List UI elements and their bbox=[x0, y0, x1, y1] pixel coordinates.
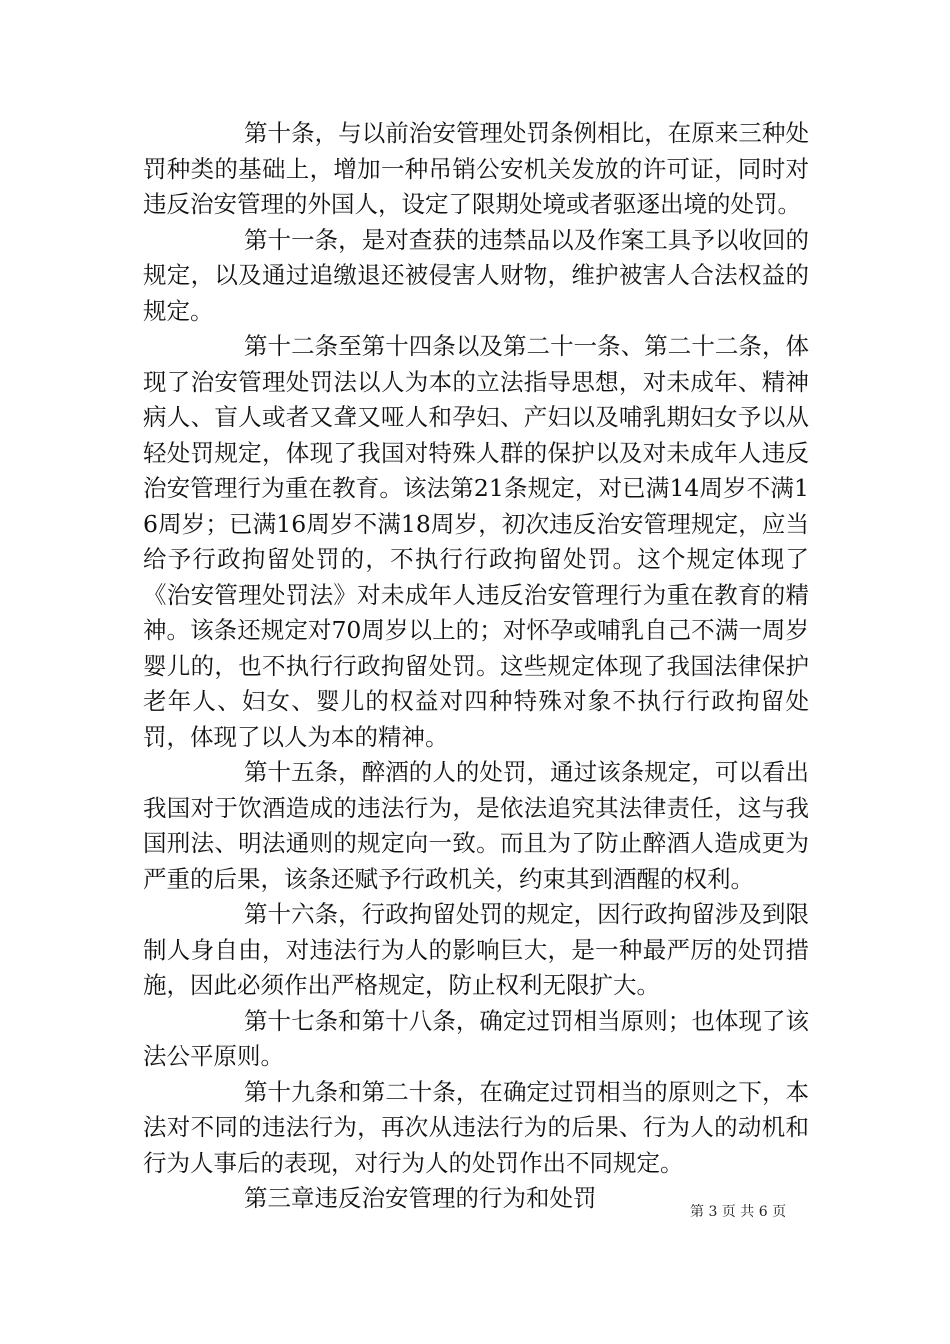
paragraph-article-11: 第十一条，是对查获的违禁品以及作案工具予以收回的规定，以及通过追缴退还被侵害人财物，维护被害人合法权益的规定。 bbox=[143, 225, 809, 325]
paragraph-article-15: 第十五条，醉酒的人的处罚，通过该条规定，可以看出我国对于饮酒造成的违法行为，是依法追究其法律责任，这与我国刑法、明法通则的规定向一致。而且为了防止醉酒人造成更为严重的后果，该条还赋予行政机关，约束其到酒醒的权利。 bbox=[143, 758, 809, 893]
document-body bbox=[143, 116, 809, 1217]
paragraph-article-17-18: 第十七条和第十八条，确定过罚相当原则；也体现了该法公平原则。 bbox=[143, 1006, 809, 1070]
paragraph-article-12-14: 第十二条至第十四条以及第二十一条、第二十二条，体现了治安管理处罚法以人为本的立法指导思想，对未成年、精神病人、盲人或者又聋又哑人和孕妇、产妇以及哺乳期妇女予以从轻处罚规定，体现了我国对特殊人群的保护以及对未成年人违反治安管理行为重在教育。该法第21条规定，对已满14周岁不满16周岁；已满16周岁不满18周岁，初次违反治安管理规定，应当给予行政拘留处罚的，不执行行政拘留处罚。这个规定体现了《治安管理处罚法》对未成年人违反治安管理行为重在教育的精神。该条还规定对70周岁以上的；对怀孕或哺乳自己不满一周岁婴儿的，也不执行行政拘留处罚。这些规定体现了我国法律保护老年人、妇女、婴儿的权益对四种特殊对象不执行行政拘留处罚，体现了以人为本的精神。 bbox=[143, 332, 809, 751]
chapter-heading: 第三章违反治安管理的行为和处罚 bbox=[244, 1184, 597, 1212]
paragraph-article-19-20: 第十九条和第二十条，在确定过罚相当的原则之下，本法对不同的违法行为，再次从违法行为的后果、行为人的动机和行为人事后的表现，对行为人的处罚作出不同规定。 bbox=[143, 1077, 809, 1177]
paragraph-article-16: 第十六条，行政拘留处罚的规定，因行政拘留涉及到限制人身自由，对违法行为人的影响巨大，是一种最严厉的处罚措施，因此必须作出严格规定，防止权利无限扩大。 bbox=[143, 900, 809, 999]
paragraph-article-10: 第十条，与以前治安管理处罚条例相比，在原来三种处罚种类的基础上，增加一种吊销公安机关发放的许可证，同时对违反治安管理的外国人，设定了限期处境或者驱逐出境的处罚。 bbox=[143, 119, 809, 218]
page-number-footer: 第 3 页 共 6 页 bbox=[690, 1204, 787, 1220]
